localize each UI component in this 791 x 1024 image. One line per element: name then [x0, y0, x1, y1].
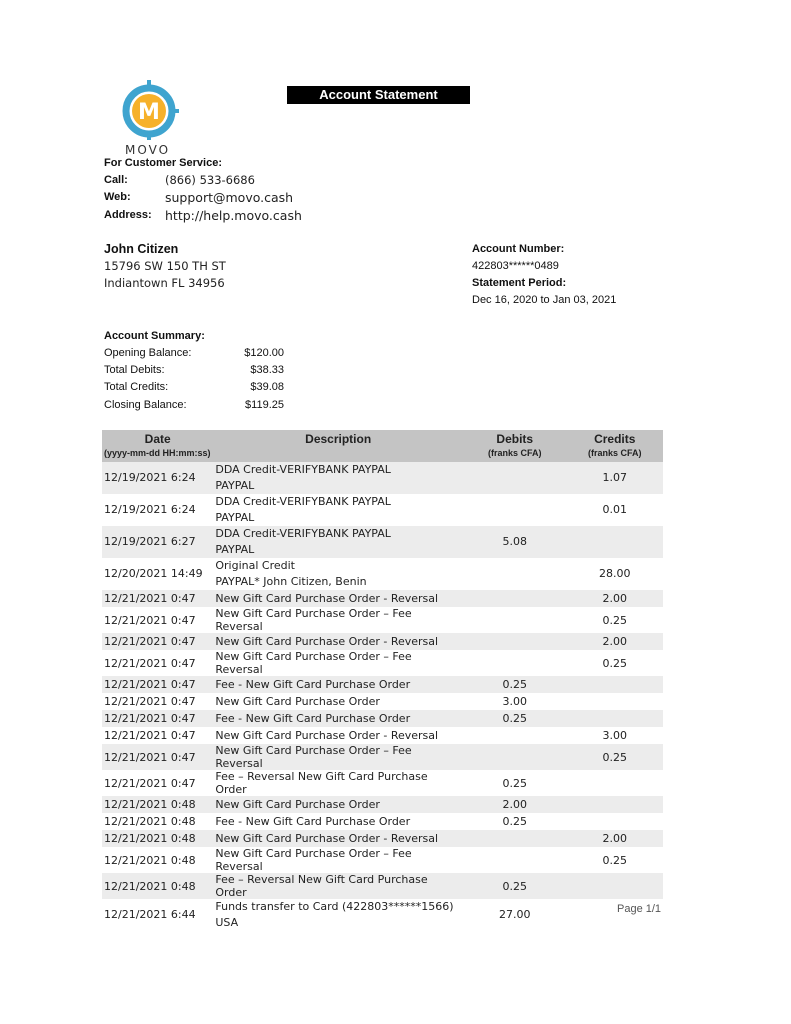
cell-debit: [463, 590, 567, 607]
col-header-credits: Credits: [567, 430, 663, 446]
cell-description: [213, 676, 463, 693]
table-row: [102, 847, 663, 873]
cell-credit: [567, 873, 663, 899]
cell-description: [213, 526, 463, 558]
cell-date: 12/19/2021 6:27: [102, 526, 213, 558]
description-line-1: New Gift Card Purchase Order - Reversal: [215, 592, 439, 605]
account-number-label: Account Number:: [472, 243, 565, 255]
table-row: [102, 873, 663, 899]
summary-label-debits: Total Debits:: [104, 364, 165, 376]
description-line-1: Fee - New Gift Card Purchase Order: [215, 815, 411, 828]
cell-description: [213, 607, 463, 633]
col-subheader-debits-unit: (franks CFA): [463, 446, 567, 462]
table-row: [102, 526, 663, 558]
cell-debit: [463, 650, 567, 676]
table-row: [102, 607, 663, 633]
cell-description: [213, 558, 463, 590]
cell-debit: 2.00: [463, 796, 567, 813]
description-line-1: Fee - New Gift Card Purchase Order: [215, 712, 411, 725]
cell-debit: [463, 462, 567, 494]
table-row: [102, 899, 663, 931]
cell-credit: 2.00: [567, 590, 663, 607]
cell-date: 12/21/2021 0:48: [104, 853, 196, 867]
call-label: Call:: [104, 174, 128, 186]
description-line-1: New Gift Card Purchase Order - Reversal: [215, 832, 439, 845]
cell-debit: [463, 744, 567, 770]
description-line-2: PAYPAL: [215, 511, 255, 524]
cell-description: [213, 727, 463, 744]
table-row: [102, 770, 663, 796]
cell-credit: 0.25: [567, 744, 663, 770]
cell-date: 12/21/2021 0:47: [104, 695, 196, 708]
col-header-debits: Debits: [463, 430, 567, 446]
col-header-date: Date: [102, 430, 213, 446]
description-line-1: New Gift Card Purchase Order – Fee Reversal: [215, 650, 412, 676]
page-number: Page 1/1: [617, 903, 662, 915]
summary-label-opening: Opening Balance:: [104, 347, 192, 359]
cell-date: 12/21/2021 0:47: [102, 710, 213, 727]
summary-label-credits: Total Credits:: [104, 381, 169, 393]
cell-debit: 0.25: [463, 710, 567, 727]
table-row: [102, 494, 663, 526]
cell-date: 12/21/2021 0:48: [102, 796, 213, 813]
cell-date: 12/21/2021 0:48: [104, 815, 196, 828]
movo-logo-icon: [118, 78, 180, 140]
col-subheader-credits-unit: (franks CFA): [567, 446, 663, 462]
customer-service-heading: For Customer Service:: [104, 157, 222, 169]
summary-value-debits: $38.33: [250, 364, 284, 376]
cell-description: [213, 494, 463, 526]
table-row: [102, 462, 663, 494]
cell-description: [213, 899, 463, 931]
cell-date: 12/19/2021 6:24: [104, 503, 196, 516]
description-line-1: Original Credit: [215, 559, 295, 572]
cell-credit: [567, 710, 663, 727]
cell-date: 12/21/2021 0:47: [104, 729, 196, 742]
cell-debit: 3.00: [502, 695, 527, 708]
cell-description: [213, 710, 463, 727]
cell-credit: [567, 770, 663, 796]
cell-description: [213, 847, 463, 873]
cell-debit: [463, 727, 567, 744]
col-subheader-date-format: (yyyy-mm-dd HH:mm:ss): [102, 446, 213, 462]
cell-credit: 0.25: [602, 613, 628, 627]
web-value: support@movo.cash: [165, 190, 294, 205]
table-row: [102, 727, 663, 744]
description-line-2: USA: [215, 916, 239, 929]
cell-date: 12/21/2021 0:47: [102, 676, 213, 693]
cell-description: [213, 830, 463, 847]
cell-description: [213, 633, 463, 650]
col-subheader-empty: [213, 446, 463, 462]
cell-date: 12/21/2021 0:47: [104, 656, 196, 670]
description-line-1: DDA Credit-VERIFYBANK PAYPAL: [215, 463, 391, 476]
web-label: Web:: [104, 191, 131, 203]
statement-title: Account Statement: [287, 86, 470, 104]
table-row: [102, 633, 663, 650]
table-row: [102, 650, 663, 676]
cell-date: 12/21/2021 0:47: [102, 633, 213, 650]
cell-description: [213, 693, 463, 710]
description-line-1: Fee – Reversal New Gift Card Purchase Order: [215, 873, 428, 899]
account-number-value: 422803******0489: [472, 260, 559, 272]
cell-date: 12/20/2021 14:49: [104, 567, 203, 580]
cell-description: [213, 770, 463, 796]
cell-credit: 1.07: [567, 462, 663, 494]
statement-period-value: Dec 16, 2020 to Jan 03, 2021: [472, 294, 617, 306]
description-line-1: New Gift Card Purchase Order - Reversal: [215, 635, 439, 648]
description-line-1: DDA Credit-VERIFYBANK PAYPAL: [215, 495, 391, 508]
cell-debit: [463, 558, 567, 590]
transactions-body: [102, 462, 663, 931]
description-line-1: New Gift Card Purchase Order: [215, 695, 380, 708]
cell-credit: [567, 796, 663, 813]
account-summary-heading: Account Summary:: [104, 330, 205, 342]
cell-description: [213, 873, 463, 899]
customer-street: 15796 SW 150 TH ST: [104, 259, 226, 273]
cell-debit: 0.25: [502, 815, 527, 828]
description-line-2: PAYPAL: [215, 479, 255, 492]
cell-description: [213, 796, 463, 813]
cell-debit: [463, 847, 567, 873]
cell-description: [213, 650, 463, 676]
table-row: [102, 796, 663, 813]
description-line-1: Fee - New Gift Card Purchase Order: [215, 678, 411, 691]
address-label: Address:: [104, 209, 152, 221]
cell-date: 12/19/2021 6:24: [102, 462, 213, 494]
cell-credit: 2.00: [567, 633, 663, 650]
table-row: [102, 590, 663, 607]
description-line-1: DDA Credit-VERIFYBANK PAYPAL: [215, 527, 391, 540]
cell-debit: [463, 830, 567, 847]
cell-debit: [463, 633, 567, 650]
table-row: [102, 693, 663, 710]
cell-credit: 3.00: [602, 729, 628, 742]
cell-debit: 27.00: [499, 908, 531, 921]
description-line-1: New Gift Card Purchase Order – Fee Reversal: [215, 607, 412, 633]
summary-value-closing: $119.25: [245, 399, 284, 411]
cell-description: [213, 462, 463, 494]
description-line-2: PAYPAL: [215, 543, 255, 556]
cell-description: [213, 813, 463, 830]
cell-debit: [463, 607, 567, 633]
description-line-1: New Gift Card Purchase Order – Fee Reversal: [215, 847, 412, 873]
summary-value-credits: $39.08: [250, 381, 284, 393]
summary-label-closing: Closing Balance:: [104, 399, 187, 411]
address-value: http://help.movo.cash: [165, 208, 302, 223]
cell-credit: 2.00: [567, 830, 663, 847]
cell-credit: [567, 693, 663, 710]
cell-debit: 0.25: [463, 676, 567, 693]
cell-date: 12/21/2021 0:48: [102, 873, 213, 899]
cell-credit: 28.00: [599, 567, 631, 580]
description-line-1: New Gift Card Purchase Order – Fee Reversal: [215, 744, 412, 770]
statement-period-label: Statement Period:: [472, 277, 567, 289]
description-line-1: Funds transfer to Card (422803******1566): [215, 900, 454, 913]
cell-date: 12/21/2021 0:48: [102, 830, 213, 847]
cell-debit: 5.08: [463, 526, 567, 558]
table-row: [102, 676, 663, 693]
cell-date: 12/21/2021 0:47: [102, 744, 213, 770]
logo-wordmark: MOVO: [125, 143, 171, 157]
cell-description: [213, 744, 463, 770]
cell-credit: 0.25: [602, 656, 628, 670]
cell-description: [213, 590, 463, 607]
cell-debit: 0.25: [463, 873, 567, 899]
cell-date: 12/21/2021 0:47: [104, 613, 196, 627]
description-line-2: PAYPAL* John Citizen, Benin: [215, 575, 367, 588]
table-row: [102, 710, 663, 727]
col-header-description: Description: [213, 430, 463, 446]
cell-credit: [567, 676, 663, 693]
table-row: [102, 744, 663, 770]
description-line-1: New Gift Card Purchase Order - Reversal: [215, 729, 439, 742]
cell-credit: [567, 526, 663, 558]
cell-date: 12/21/2021 0:47: [102, 590, 213, 607]
table-row: [102, 558, 663, 590]
cell-date: 12/21/2021 6:44: [104, 908, 196, 921]
logo-letter: M: [138, 100, 160, 125]
cell-credit: 0.01: [602, 503, 628, 516]
cell-debit: 0.25: [502, 776, 527, 790]
call-value: (866) 533-6686: [165, 173, 255, 187]
cell-date: 12/21/2021 0:47: [104, 776, 196, 790]
cell-debit: [463, 494, 567, 526]
transactions-table: [102, 430, 663, 931]
description-line-1: New Gift Card Purchase Order: [215, 798, 380, 811]
customer-city: Indiantown FL 34956: [104, 276, 225, 290]
table-row: [102, 813, 663, 830]
table-row: [102, 830, 663, 847]
description-line-1: Fee – Reversal New Gift Card Purchase Order: [215, 770, 428, 796]
customer-name: John Citizen: [104, 242, 179, 256]
cell-credit: [567, 813, 663, 830]
cell-credit: 0.25: [602, 853, 628, 867]
summary-value-opening: $120.00: [244, 347, 284, 359]
